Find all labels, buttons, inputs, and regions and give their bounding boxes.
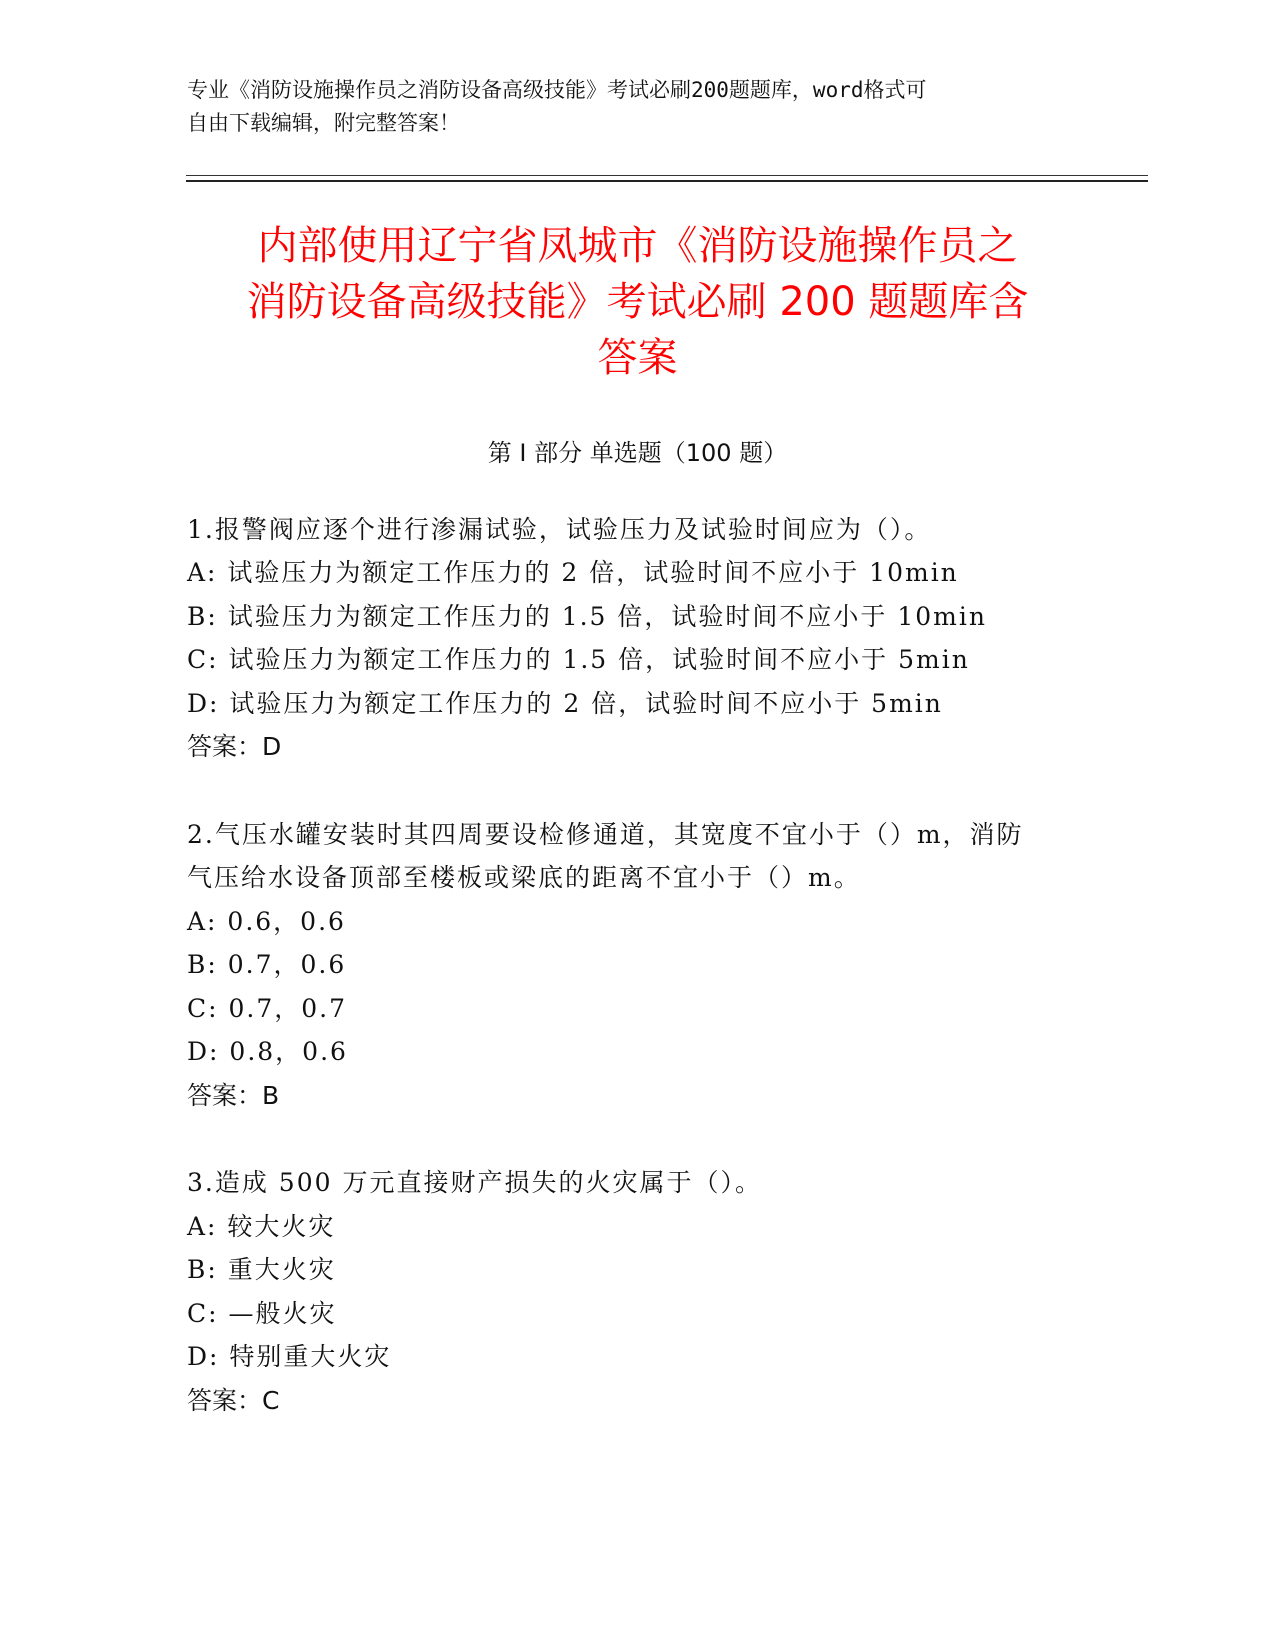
question-stem: 气压给水设备顶部至楼板或梁底的距离不宜小于（）m。 <box>187 863 861 892</box>
option-c: C: —般火灾 <box>187 1299 337 1328</box>
option-b: B: 试验压力为额定工作压力的 1.5 倍，试验时间不应小于 10min <box>187 602 987 631</box>
option-a: A: 试验压力为额定工作压力的 2 倍，试验时间不应小于 10min <box>187 558 959 587</box>
option-d: D: 特别重大火灾 <box>187 1342 392 1371</box>
intro-line: 专业《消防设施操作员之消防设备高级技能》考试必刷200题题库，word格式可 <box>187 78 927 102</box>
section-heading: 第 I 部分 单选题（100 题） <box>487 439 788 467</box>
option-d: D: 0.8，0.6 <box>187 1037 348 1066</box>
question-stem: 2.气压水罐安装时其四周要设检修通道，其宽度不宜小于（）m，消防 <box>187 820 1024 849</box>
intro-text <box>187 74 1057 140</box>
question-stem: 3.造成 500 万元直接财产损失的火灾属于（）。 <box>187 1168 762 1197</box>
answer: 答案：D <box>187 732 282 761</box>
answer: 答案：C <box>187 1386 280 1415</box>
title-line: 答案 <box>597 335 678 381</box>
option-a: A: 0.6，0.6 <box>187 907 346 936</box>
title-line: 消防设备高级技能》考试必刷 200 题题库含 <box>246 279 1029 325</box>
option-d: D: 试验压力为额定工作压力的 2 倍，试验时间不应小于 5min <box>187 689 943 718</box>
title-line: 内部使用辽宁省凤城市《消防设施操作员之 <box>257 223 1018 269</box>
header-divider-thick <box>186 180 1148 182</box>
intro-line: 自由下载编辑，附完整答案！ <box>187 111 460 135</box>
question-stem: 1.报警阀应逐个进行渗漏试验，试验压力及试验时间应为（）。 <box>187 515 932 544</box>
option-a: A: 较大火灾 <box>187 1212 336 1241</box>
option-b: B: 0.7，0.6 <box>187 950 347 979</box>
option-c: C: 试验压力为额定工作压力的 1.5 倍，试验时间不应小于 5min <box>187 645 970 674</box>
option-c: C: 0.7，0.7 <box>187 994 348 1023</box>
option-b: B: 重大火灾 <box>187 1255 336 1284</box>
answer: 答案：B <box>187 1081 280 1110</box>
header-divider-thin <box>186 175 1148 176</box>
document-title <box>160 218 1115 386</box>
